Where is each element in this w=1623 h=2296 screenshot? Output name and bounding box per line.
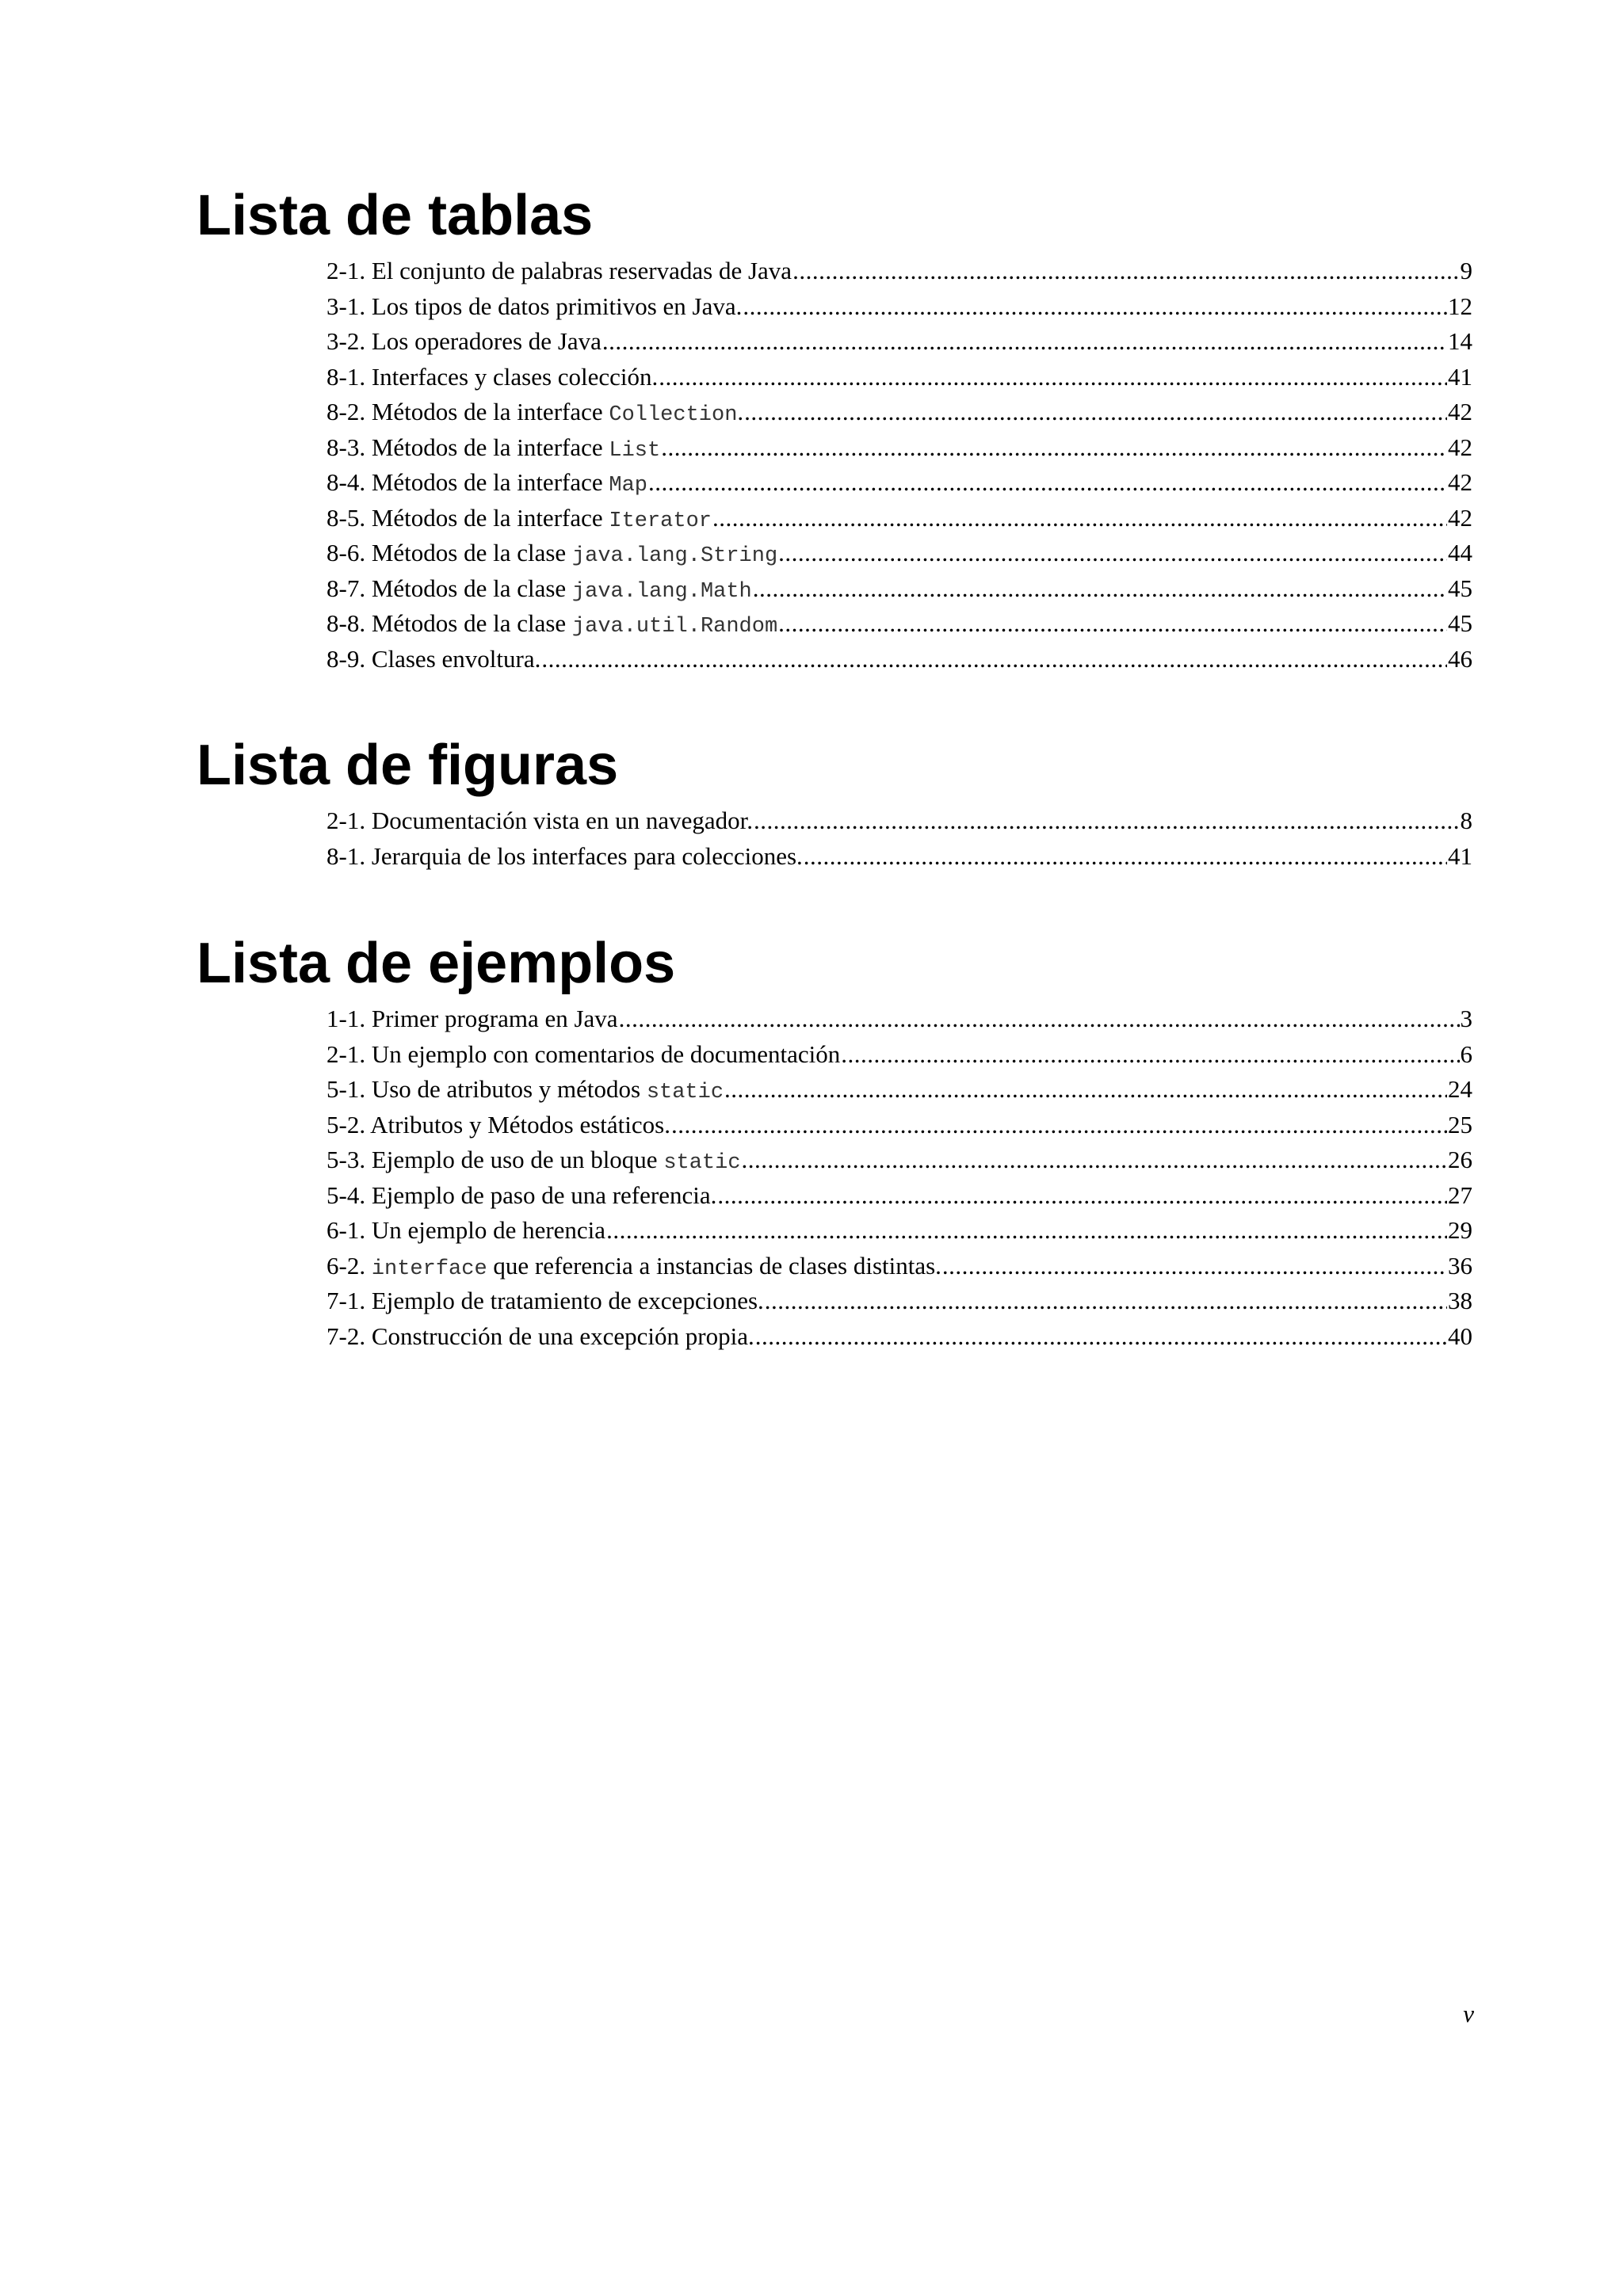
entry-label: 8-2. Métodos de la interface [327,398,609,425]
toc-entry[interactable] [327,1072,1472,1108]
dot-leader [602,324,1447,359]
entry-label: 5-1. Uso de atributos y métodos [327,1075,647,1103]
toc-entry[interactable] [327,839,1472,875]
entry-label: 8-1. Jerarquia de los interfaces para colecciones. [327,841,803,870]
entry-label: 2-1. Documentación vista en un navegador. [327,807,754,834]
toc-list [327,254,1472,677]
entry-label: 8-3. Métodos de la interface [327,433,609,461]
dot-leader [743,289,1447,324]
page-number: 6 [1460,1039,1472,1068]
page-number: 14 [1448,327,1472,355]
page-number: 8 [1460,807,1472,834]
page-number: 41 [1448,841,1472,870]
dot-leader [661,430,1447,465]
entry-label: 2-1. El conjunto de palabras reservadas de Java [327,257,792,284]
page-number: 24 [1448,1075,1472,1103]
dot-leader [765,1283,1447,1318]
list-of-tables [197,184,1472,677]
toc-entry[interactable] [327,571,1472,607]
list-of-examples [197,932,1472,1354]
entry-code: static [646,1081,724,1104]
dot-leader [942,1249,1447,1283]
list-of-figures [197,734,1472,874]
entry-code: Map [609,474,647,498]
entry-label: 6-1. Un ejemplo de herencia [327,1216,606,1244]
page-number: 46 [1448,644,1472,673]
entry-code: java.lang.String [571,544,778,568]
toc-list [327,803,1472,874]
toc-entry[interactable] [327,289,1472,325]
page-number: 40 [1448,1322,1472,1350]
entry-label: 3-1. Los tipos de datos primitivos en Java. [327,292,743,320]
toc-entry[interactable] [327,465,1472,501]
dot-leader [841,1037,1459,1072]
toc-entry[interactable] [327,1142,1472,1178]
entry-label: 7-2. Construcción de una excepción propia. [327,1322,754,1350]
entry-label: 8-1. Interfaces y clases colección. [327,362,659,391]
entry-code: Iterator [609,509,712,533]
toc-entry[interactable] [327,1319,1472,1355]
page-number: 29 [1448,1216,1472,1244]
dot-leader [717,1178,1447,1213]
entry-label: 3-2. Los operadores de Java [327,327,601,355]
dot-leader [724,1072,1447,1107]
dot-leader [804,839,1447,874]
toc-entry[interactable] [327,1249,1472,1284]
entry-suffix: . [737,398,744,425]
entry-code: interface [371,1257,487,1281]
section-title: Lista de figuras [197,734,619,797]
entry-label: 8-7. Métodos de la clase [327,574,572,602]
toc-entry[interactable] [327,501,1472,536]
entry-code: java.lang.Math [571,579,752,604]
dot-leader [792,254,1459,288]
toc-entry[interactable] [327,360,1472,395]
section-title: Lista de ejemplos [197,932,676,995]
entry-label: 8-6. Métodos de la clase [327,539,572,566]
dot-leader [754,803,1459,838]
entry-code: static [663,1151,741,1175]
entry-code: List [609,438,661,463]
dot-leader [753,571,1447,606]
toc-entry[interactable] [327,1001,1472,1037]
entry-label: 2-1. Un ejemplo con comentarios de documentación [327,1039,841,1068]
page-number: 41 [1448,362,1472,391]
entry-label: 5-2. Atributos y Métodos estáticos. [327,1110,670,1138]
entry-label: 6-2. [327,1251,372,1280]
page-folio: v [1463,2000,1474,2027]
toc-entry[interactable] [327,803,1472,839]
entry-code: Collection [609,403,738,427]
dot-leader [619,1001,1460,1036]
toc-entry[interactable] [327,1178,1472,1214]
page-number: 42 [1448,503,1472,532]
toc-entry[interactable] [327,1037,1472,1073]
toc-entry[interactable] [327,1108,1472,1143]
toc-entry[interactable] [327,606,1472,642]
entry-label: 5-3. Ejemplo de uso de un bloque [327,1146,664,1173]
page-number: 26 [1448,1146,1472,1173]
toc-entry[interactable] [327,642,1472,677]
entry-label: 1-1. Primer programa en Java [327,1005,618,1032]
page-number: 42 [1448,398,1472,425]
dot-leader [778,536,1447,570]
dot-leader [778,606,1447,641]
dot-leader [712,501,1447,536]
page-number: 44 [1448,539,1472,566]
page-number: 38 [1448,1287,1472,1314]
page-number: 45 [1448,574,1472,602]
entry-label: 8-8. Métodos de la clase [327,609,572,637]
toc-entry[interactable] [327,254,1472,289]
entry-label: 8-4. Métodos de la interface [327,468,609,496]
page-number: 3 [1460,1005,1472,1032]
entry-label: 8-9. Clases envoltura. [327,644,541,673]
toc-entry[interactable] [327,395,1472,430]
dot-leader [671,1108,1447,1142]
dot-leader [755,1319,1447,1354]
dot-leader [744,395,1447,429]
page-number: 25 [1448,1110,1472,1138]
dot-leader [606,1213,1447,1248]
dot-leader [742,1142,1447,1177]
toc-entry[interactable] [327,1283,1472,1319]
toc-entry[interactable] [327,1213,1472,1249]
entry-label: 8-5. Métodos de la interface [327,503,609,532]
entry-label: 7-1. Ejemplo de tratamiento de excepciones. [327,1287,764,1314]
toc-entry[interactable] [327,536,1472,571]
page-number: 42 [1448,433,1472,461]
toc-list [327,1001,1472,1354]
page-number: 36 [1448,1251,1472,1280]
dot-leader [659,360,1447,395]
entry-code: java.util.Random [571,615,778,639]
page-number: 9 [1460,257,1472,284]
dot-leader [648,465,1447,500]
page-number: 45 [1448,609,1472,637]
page-number: 42 [1448,468,1472,496]
page-number: 12 [1448,292,1472,320]
dot-leader [541,642,1447,677]
toc-entry[interactable] [327,430,1472,466]
entry-suffix: que referencia a instancias de clases distintas. [487,1251,941,1280]
toc-entry[interactable] [327,324,1472,360]
entry-label: 5-4. Ejemplo de paso de una referencia. [327,1180,717,1209]
page-number: 27 [1448,1180,1472,1209]
section-title: Lista de tablas [197,184,594,247]
